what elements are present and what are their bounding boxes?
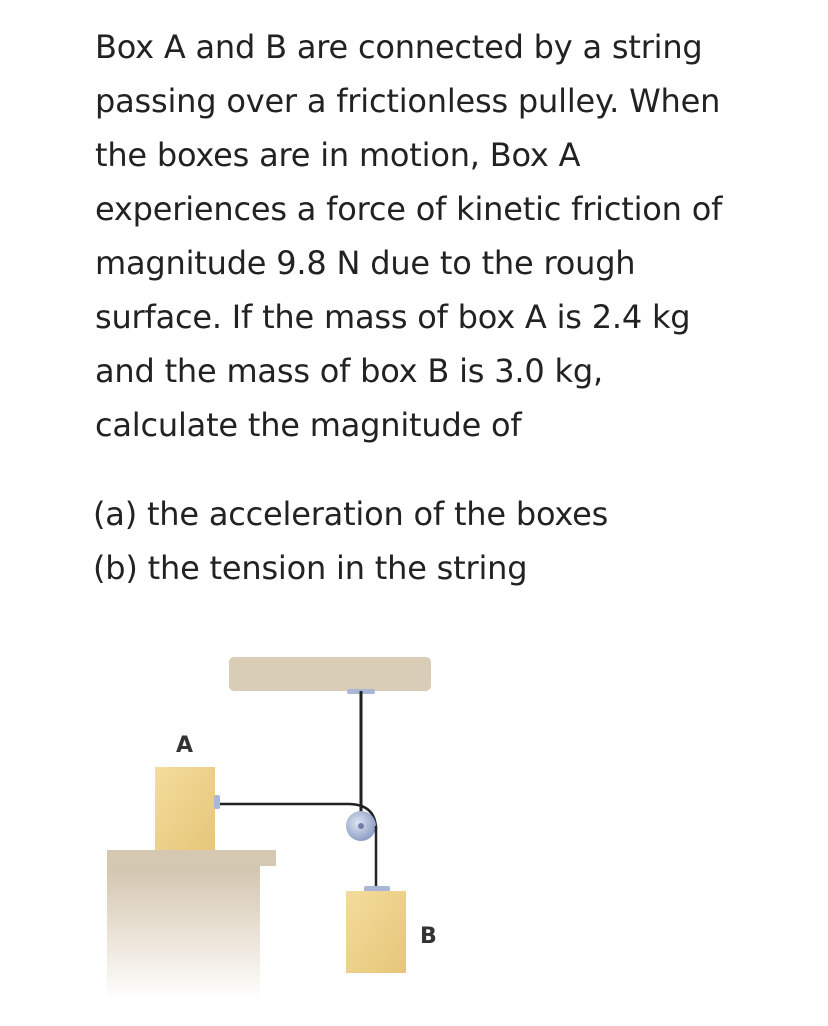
part-b: (b) the tension in the string bbox=[93, 549, 528, 587]
pulley-axle bbox=[358, 823, 364, 829]
table-body bbox=[107, 866, 260, 1000]
part-a: (a) the acceleration of the boxes bbox=[93, 495, 609, 533]
box-a bbox=[155, 767, 215, 850]
box-a-hook bbox=[214, 795, 220, 809]
ceiling-beam bbox=[229, 657, 431, 691]
label-b: B bbox=[420, 924, 437, 949]
box-b bbox=[346, 891, 406, 973]
label-a: A bbox=[176, 733, 194, 758]
problem-statement: Box A and B are connected by a string passing over a frictionless pulley. When the boxes are in motion, Box A experiences a force of kinetic friction of magnitude 9.8 N due to the rough surface. If the mass of box A is 2.4 kg and the mass of box B is 3.0 kg, calculate the magnitude of bbox=[95, 28, 723, 444]
table-top bbox=[107, 850, 276, 866]
